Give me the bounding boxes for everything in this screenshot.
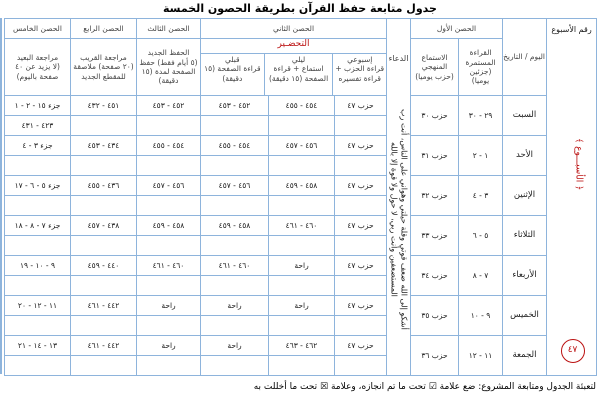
new-mem-cell[interactable]: ٤٥٢ - ٤٥٣ xyxy=(137,96,201,116)
near-review-cell[interactable] xyxy=(71,156,137,176)
day-cell[interactable]: الأحد xyxy=(503,136,547,176)
new-mem-cell[interactable] xyxy=(137,356,201,376)
near-review-cell[interactable] xyxy=(71,236,137,256)
new-mem-cell[interactable]: ٤٥٨ - ٤٥٩ xyxy=(137,216,201,236)
predawn-cell[interactable]: راحة xyxy=(201,296,269,316)
table-row xyxy=(5,336,597,356)
far-review-cell[interactable]: ١١ - ١٢ - ٢٠ xyxy=(5,296,71,316)
far-review-cell[interactable]: جزء ٣ - ٤ xyxy=(5,136,71,156)
new-mem-title: الحفظ الجديد xyxy=(147,48,190,58)
tracking-table xyxy=(4,18,596,374)
predawn-cell[interactable] xyxy=(201,356,269,376)
predawn-cell[interactable]: ٤٥٨ - ٤٥٩ xyxy=(201,216,269,236)
near-review-cell[interactable] xyxy=(71,116,137,136)
table-row xyxy=(5,96,597,116)
near-review-cell[interactable]: ٤٤٠ - ٤٥٩ xyxy=(71,256,137,276)
near-review-cell[interactable]: ٤٣٦ - ٤٥٥ xyxy=(71,176,137,196)
predawn-subtitle: قراءة الصفحة (١٥ دقيقة) xyxy=(204,64,261,83)
listening-cell[interactable]: حزب ٣١ xyxy=(411,136,459,176)
nightly-cell[interactable]: ٤٥٦ - ٤٥٧ xyxy=(269,136,335,156)
week-ornament: ﴿ الأسبـــوع ﴾ xyxy=(573,137,584,191)
table-row xyxy=(5,256,597,276)
reading-cell[interactable]: ٧ - ٨ xyxy=(459,256,503,296)
new-mem-cell[interactable]: ٤٦٠ - ٤٦١ xyxy=(137,256,201,276)
listening-cell[interactable]: حزب ٣٦ xyxy=(411,336,459,376)
near-review-header xyxy=(71,39,137,96)
far-review-cell[interactable] xyxy=(5,356,71,376)
far-review-title: مراجعة البعيد xyxy=(16,52,59,62)
near-review-cell[interactable] xyxy=(71,356,137,376)
reading-cell[interactable]: ١١ - ١٢ xyxy=(459,336,503,376)
day-cell[interactable]: الإثنين xyxy=(503,176,547,216)
nightly-cell[interactable]: ٤٦٢ - ٤٦٣ xyxy=(269,336,335,356)
far-review-cell[interactable]: جزء ١٥ - ٢ - ١ xyxy=(5,96,71,116)
new-mem-cell[interactable]: راحة xyxy=(137,336,201,356)
predawn-cell[interactable] xyxy=(201,316,269,336)
reading-subtitle: (جزئين يوميا) xyxy=(469,67,492,86)
far-review-cell[interactable] xyxy=(5,236,71,256)
near-review-cell[interactable] xyxy=(71,276,137,296)
weekly-cell[interactable]: حزب ٤٧ xyxy=(335,176,387,196)
predawn-cell[interactable] xyxy=(201,196,269,216)
weekly-cell[interactable] xyxy=(335,196,387,216)
reading-cell[interactable]: ٥ - ٦ xyxy=(459,216,503,256)
predawn-cell[interactable] xyxy=(201,156,269,176)
new-mem-cell[interactable]: ٤٥٤ - ٤٥٥ xyxy=(137,136,201,156)
listening-cell[interactable]: حزب ٣٥ xyxy=(411,296,459,336)
nightly-cell[interactable] xyxy=(269,116,335,136)
new-mem-cell[interactable] xyxy=(137,196,201,216)
predawn-cell[interactable]: ٤٥٢ - ٤٥٣ xyxy=(201,96,269,116)
nightly-cell[interactable] xyxy=(269,356,335,376)
far-review-cell[interactable] xyxy=(5,316,71,336)
weekly-title: إسبوعي xyxy=(347,55,373,64)
nightly-cell[interactable] xyxy=(269,276,335,296)
reading-cell[interactable]: ٣ - ٤ xyxy=(459,176,503,216)
weekly-cell[interactable] xyxy=(335,236,387,256)
new-mem-cell[interactable] xyxy=(137,236,201,256)
dua-header: الدعاء xyxy=(388,54,409,63)
near-review-cell[interactable] xyxy=(71,316,137,336)
day-date-header: اليوم / التاريخ xyxy=(503,19,547,96)
listening-header xyxy=(411,39,459,96)
table-row xyxy=(5,296,597,316)
near-review-cell[interactable]: ٤٣٨ - ٤٥٧ xyxy=(71,216,137,236)
far-review-cell[interactable]: جزء ٧ - ٨ - ١٨ xyxy=(5,216,71,236)
fort4-header: الحصن الرابع xyxy=(71,19,137,39)
far-review-header xyxy=(5,39,71,96)
near-review-subtitle: (٢٠ صفحة) ملاصقة للمقطع الجديد xyxy=(73,62,134,81)
listening-title: الاستماع المنهجي xyxy=(421,52,448,72)
footer-note: لتعبئة الجدول ومتابعة المشروع: ضع علامة ☑ تحت ما تم انجازه، وعلامة ☒ تحت ما أخللت به xyxy=(253,382,596,392)
weekly-cell[interactable] xyxy=(335,156,387,176)
near-review-cell[interactable]: ٤٤٢ - ٤٦١ xyxy=(71,296,137,316)
listening-subtitle: (حزب يوميا) xyxy=(415,71,454,81)
nightly-cell[interactable] xyxy=(269,316,335,336)
far-review-cell[interactable]: ١٣ - ١٤ - ٢١ xyxy=(5,336,71,356)
tahdir-group xyxy=(201,39,387,96)
weekly-header xyxy=(332,54,386,95)
predawn-header xyxy=(201,54,264,95)
predawn-cell[interactable]: راحة xyxy=(201,336,269,356)
predawn-cell[interactable]: ٤٥٤ - ٤٥٥ xyxy=(201,136,269,156)
tahdir-header: التحضـير xyxy=(201,39,386,54)
week-number-badge: ٤٧ xyxy=(561,339,585,363)
weekly-cell[interactable] xyxy=(335,356,387,376)
week-number-column xyxy=(547,19,597,376)
nightly-header xyxy=(264,54,333,95)
page-title: جدول متابعة حفظ القرآن بطريقة الحصون الخمسة xyxy=(163,2,437,15)
predawn-cell[interactable]: ٤٥٦ - ٤٥٧ xyxy=(201,176,269,196)
reading-cell[interactable]: ٢٩ - ٣٠ xyxy=(459,96,503,136)
day-cell[interactable]: الأربعاء xyxy=(503,256,547,296)
weekly-cell[interactable]: حزب ٤٧ xyxy=(335,296,387,316)
far-review-cell[interactable] xyxy=(5,196,71,216)
far-review-cell[interactable]: جزء ٥ - ٦ - ١٧ xyxy=(5,176,71,196)
far-review-subtitle: (لا يزيد عن ٤٠ صفحة باليوم) xyxy=(15,62,60,81)
near-review-cell[interactable]: ٤٥١ - ٤٣٢ xyxy=(71,96,137,116)
fort1-header: الحصن الأول xyxy=(411,19,503,39)
fort3-header: الحصن الثالث xyxy=(137,19,201,39)
new-mem-cell[interactable] xyxy=(137,316,201,336)
weekly-subtitle: قراءة الحزب + قراءة تفسيره xyxy=(335,64,385,83)
new-mem-cell[interactable]: راحة xyxy=(137,296,201,316)
weekly-cell[interactable] xyxy=(335,116,387,136)
table-row xyxy=(5,136,597,156)
reading-header xyxy=(459,39,503,96)
table-left-border xyxy=(0,18,2,374)
near-review-title: مراجعة القريب xyxy=(80,52,127,62)
table-row xyxy=(5,216,597,236)
table-row xyxy=(5,176,597,196)
nightly-cell[interactable] xyxy=(269,236,335,256)
nightly-cell[interactable] xyxy=(269,196,335,216)
nightly-cell[interactable]: راحة xyxy=(269,296,335,316)
listening-cell[interactable]: حزب ٣٣ xyxy=(411,216,459,256)
dua-text: أشكو إلى الله ضعف قوتي وقلة حيلتي وهواني على الناس، أنت رب المستضعفين وأنت ربي، لا حول ولا قوة إلا بالله xyxy=(389,108,409,330)
weekly-cell[interactable]: حزب ٤٧ xyxy=(335,96,387,116)
near-review-cell[interactable]: ٤٤٢ - ٤٦١ xyxy=(71,336,137,356)
new-mem-header xyxy=(137,39,201,96)
near-review-cell[interactable]: ٤٣٤ - ٤٥٣ xyxy=(71,136,137,156)
new-mem-subtitle: (٥ أيام فقط) حفظ الصفحة لمدة (١٥ دقيقة) xyxy=(139,57,198,86)
reading-cell[interactable]: ١ - ٢ xyxy=(459,136,503,176)
nightly-cell[interactable] xyxy=(269,156,335,176)
listening-cell[interactable]: حزب ٣٢ xyxy=(411,176,459,216)
weekly-cell[interactable]: حزب ٤٧ xyxy=(335,136,387,156)
weekly-cell[interactable] xyxy=(335,316,387,336)
day-cell[interactable]: السبت xyxy=(503,96,547,136)
predawn-cell[interactable] xyxy=(201,276,269,296)
nightly-cell[interactable]: ٤٦٠ - ٤٦١ xyxy=(269,216,335,236)
reading-cell[interactable]: ٩ - ١٠ xyxy=(459,296,503,336)
predawn-cell[interactable] xyxy=(201,236,269,256)
reading-title: القراءة المستمرة xyxy=(465,48,496,67)
weekly-cell[interactable]: حزب ٤٧ xyxy=(335,216,387,236)
new-mem-cell[interactable] xyxy=(137,276,201,296)
far-review-cell[interactable] xyxy=(5,156,71,176)
new-mem-cell[interactable] xyxy=(137,156,201,176)
weekly-cell[interactable] xyxy=(335,276,387,296)
new-mem-cell[interactable]: ٤٥٦ - ٤٥٧ xyxy=(137,176,201,196)
new-mem-cell[interactable] xyxy=(137,116,201,136)
predawn-title: قبلي xyxy=(225,55,240,64)
listening-cell[interactable]: حزب ٣٠ xyxy=(411,96,459,136)
day-cell[interactable]: الثلاثاء xyxy=(503,216,547,256)
weekly-cell[interactable]: حزب ٤٧ xyxy=(335,336,387,356)
nightly-cell[interactable]: ٤٥٤ - ٤٥٥ xyxy=(269,96,335,116)
week-header: رقم الأسبوع xyxy=(551,25,592,34)
far-review-cell[interactable]: ٤٢٣ - ٤٣١ xyxy=(5,116,71,136)
near-review-cell[interactable] xyxy=(71,196,137,216)
day-cell[interactable]: الخميس xyxy=(503,296,547,336)
fort5-header: الحصن الخامس xyxy=(5,19,71,39)
nightly-title: ليلي xyxy=(291,55,306,64)
predawn-cell[interactable] xyxy=(201,116,269,136)
nightly-cell[interactable]: راحة xyxy=(269,256,335,276)
weekly-cell[interactable]: حزب ٤٧ xyxy=(335,256,387,276)
fort2-header: الحصن الثاني xyxy=(201,19,387,39)
nightly-cell[interactable]: ٤٥٨ - ٤٥٩ xyxy=(269,176,335,196)
far-review-cell[interactable]: ٩ - ١٠ - ١٩ xyxy=(5,256,71,276)
day-cell[interactable]: الجمعة xyxy=(503,336,547,376)
dua-column xyxy=(387,19,411,376)
far-review-cell[interactable] xyxy=(5,276,71,296)
predawn-cell[interactable]: ٤٦٠ - ٤٦١ xyxy=(201,256,269,276)
listening-cell[interactable]: حزب ٣٤ xyxy=(411,256,459,296)
nightly-subtitle: استماع + قراءة الصفحة (١٥ دقيقة) xyxy=(268,64,329,83)
